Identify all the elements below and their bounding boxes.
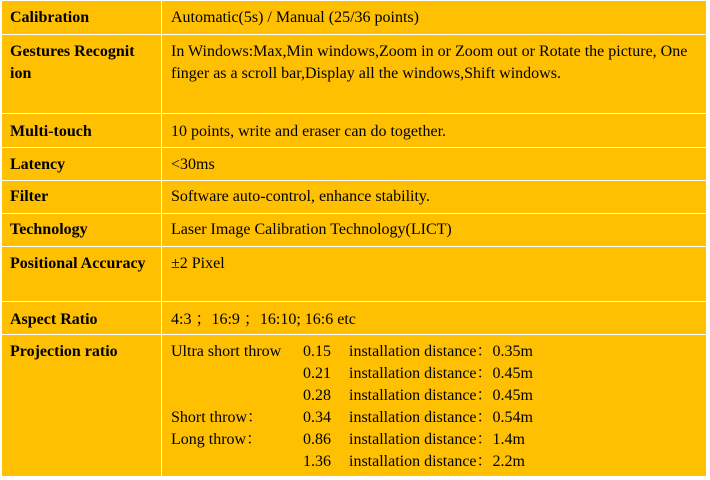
spec-row-calibration: [2, 1, 707, 35]
spec-table: [1, 0, 707, 477]
spec-row-gestures: [2, 35, 707, 114]
install-distance: installation distance：0.54m: [349, 409, 533, 426]
throw-type: [171, 385, 303, 407]
page-bottom-margin: [0, 476, 710, 480]
throw-ratio: 1.36: [303, 453, 331, 470]
throw-ratio: 0.34: [303, 409, 331, 426]
throw-type: [171, 451, 303, 473]
spec-value: ±2 Pixel: [162, 247, 707, 302]
spec-value: 10 points, write and eraser can do together.: [162, 114, 707, 148]
throw-type: [171, 363, 303, 385]
spec-value: Laser Image Calibration Technology(LICT): [162, 214, 707, 247]
spec-value: In Windows:Max,Min windows,Zoom in or Zoom out or Rotate the picture, One finger as a scroll bar,Display all the windows,Shift windows.: [162, 35, 707, 114]
install-distance: installation distance：0.45m: [349, 387, 533, 404]
spec-row-aspect-ratio: [2, 302, 707, 335]
spec-label: Calibration: [2, 1, 162, 35]
throw-ratio: 0.21: [303, 365, 331, 382]
spec-row-filter: [2, 181, 707, 214]
spec-label: Projection ratio: [2, 335, 162, 477]
spec-label: Positional Accuracy: [2, 247, 162, 302]
spec-row-positional-accuracy: [2, 247, 707, 302]
projection-cell: [162, 335, 707, 477]
throw-ratio: 0.86: [303, 431, 331, 448]
install-distance: installation distance：2.2m: [349, 453, 525, 470]
spec-row-projection-ratio: [2, 335, 707, 477]
install-distance: installation distance：0.45m: [349, 365, 533, 382]
spec-value: Software auto-control, enhance stability.: [162, 181, 707, 214]
spec-value: <30ms: [162, 148, 707, 181]
install-distance: installation distance：1.4m: [349, 431, 525, 448]
spec-label: Multi-touch: [2, 114, 162, 148]
projection-list: [171, 341, 700, 473]
throw-ratio: 0.15: [303, 343, 331, 360]
throw-type: Ultra short throw: [171, 343, 282, 360]
spec-label: Technology: [2, 214, 162, 247]
spec-label: Gestures Recognit ion: [2, 35, 162, 114]
throw-ratio: 0.28: [303, 387, 331, 404]
throw-type: Long throw：: [171, 431, 263, 448]
spec-row-latency: [2, 148, 707, 181]
spec-label: Latency: [2, 148, 162, 181]
spec-label: Filter: [2, 181, 162, 214]
spec-row-technology: [2, 214, 707, 247]
spec-label: Aspect Ratio: [2, 302, 162, 335]
spec-row-multitouch: [2, 114, 707, 148]
throw-type: Short throw：: [171, 409, 264, 426]
install-distance: installation distance：0.35m: [349, 343, 533, 360]
spec-value: 4:3 ；16:9 ；16:10; 16:6 etc: [162, 302, 707, 335]
spec-value: Automatic(5s) / Manual (25/36 points): [162, 1, 707, 35]
